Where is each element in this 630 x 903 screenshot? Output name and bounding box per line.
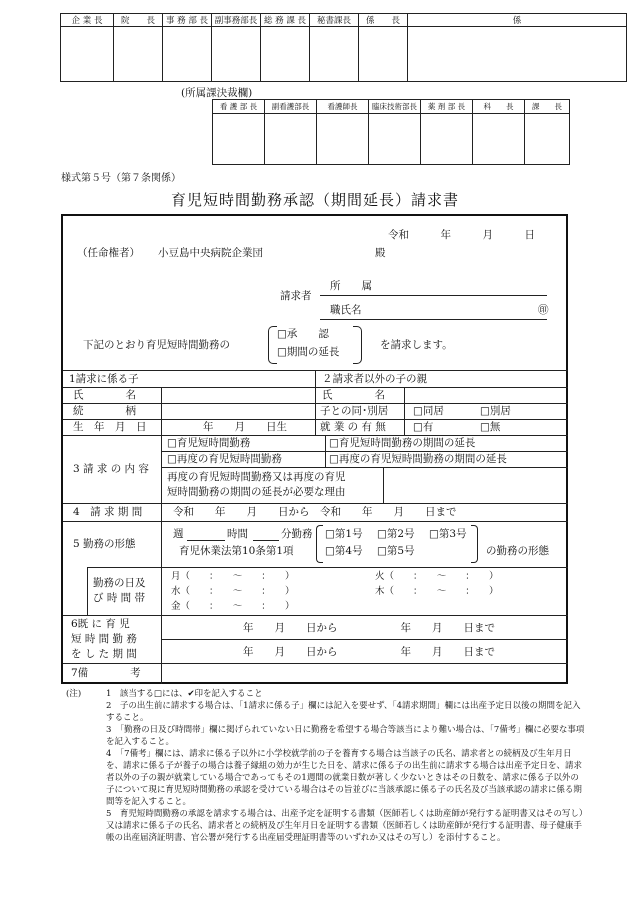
option-approval-checkbox[interactable]: □承 認 <box>277 328 329 340</box>
reason-label-line2: 短時間勤務の期間の延長が必要な理由 <box>167 486 346 498</box>
seal-box[interactable] <box>213 114 265 165</box>
request-opt1-checkbox[interactable]: □育児短時間勤務 <box>167 437 251 449</box>
clause-no1-checkbox[interactable]: □第1号 <box>325 528 363 540</box>
seal-box[interactable] <box>61 27 114 82</box>
hours-label: 時間 <box>227 528 248 540</box>
approval-header: 院 長 <box>114 14 163 27</box>
note-1: 1 該当する□には、✔印を記入すること <box>106 689 263 699</box>
sec4-label: 4 請 求 期 間 <box>73 506 143 518</box>
friday-hours[interactable]: 金（ ： 〜 ： ） <box>171 601 295 612</box>
approval-header: 副看護部長 <box>265 100 317 114</box>
request-opt2-checkbox[interactable]: □育児短時間勤務の期間の延長 <box>329 437 476 449</box>
seal-box[interactable] <box>163 27 212 82</box>
job-no-checkbox[interactable]: □無 <box>480 421 501 433</box>
days-label-line2: び 時 間 帯 <box>93 592 146 604</box>
living-same-checkbox[interactable]: □同居 <box>413 405 444 417</box>
appointer-name: 小豆島中央病院企業団 <box>158 247 263 259</box>
approval-header: 薬 剤 部 長 <box>421 100 473 114</box>
request-opt3-checkbox[interactable]: □再度の育児短時間勤務 <box>167 453 282 465</box>
approval-header: 科 長 <box>473 100 525 114</box>
job-label: 就 業 の 有 無 <box>320 421 386 433</box>
prior-period-row[interactable]: 年 月 日から 年 月 日まで <box>243 646 495 658</box>
parent-name-label: 氏 名 <box>322 389 385 401</box>
approval-header: 臨床技術部長 <box>369 100 421 114</box>
child-birth-label: 生 年 月 日 <box>73 421 147 433</box>
request-form <box>61 214 568 684</box>
sec1-title: 1請求に係る子 <box>69 373 139 385</box>
seal-box[interactable] <box>408 27 627 82</box>
clause-no4-checkbox[interactable]: □第4号 <box>325 545 363 557</box>
minutes-label: 分勤務 <box>281 528 313 540</box>
seal-box[interactable] <box>369 114 421 165</box>
approval-header: 総 務 課 長 <box>261 14 310 27</box>
job-yes-checkbox[interactable]: □有 <box>413 421 434 433</box>
seal-box[interactable] <box>212 27 261 82</box>
statement-prefix: 下記のとおり育児短時間勤務の <box>83 339 230 351</box>
appointer-label: （任命権者） <box>77 247 140 259</box>
approval-section-label: (所属課決裁欄) <box>181 87 253 99</box>
week-label: 週 <box>173 528 184 540</box>
request-period-field[interactable]: 令和 年 月 日から 令和 年 月 日まで <box>173 506 457 518</box>
sec2-title: ２請求者以外の子の親 <box>322 373 427 385</box>
wednesday-hours[interactable]: 水（ ： 〜 ： ） <box>171 586 295 597</box>
seal-box[interactable] <box>317 114 369 165</box>
requester-label: 請求者 <box>280 290 312 302</box>
living-label: 子との同･別居 <box>320 405 389 417</box>
note-4: 4 「7備考」欄には、請求に係る子以外に小学校就学前の子を養育する場合は当該子の氏名、請求者との続柄及び生年月日を、請求に係る子が養子の場合は養子縁組の効力が生じた日を、請求に係る子の出生前に請求する場合は出産予定日を、請求者以外の子の親が就業している場合であってもその1週間の就業日数が著しく少ないときはその日数を、請求に係る子以外の子について現に育児短時間勤務の承認を受けている場合はその旨並びに当該承認に係る子の氏名及び当該承認の請求に係る期間等を記入すること。 <box>106 749 583 807</box>
clause-no2-checkbox[interactable]: □第2号 <box>377 528 415 540</box>
law-label: 育児休業法第10条第1項 <box>179 545 294 557</box>
approval-header: 看 護 部 長 <box>213 100 265 114</box>
dept-label: 所 属 <box>330 280 372 292</box>
sec5-label: 5 勤務の形態 <box>73 538 136 550</box>
reason-label-line1: 再度の育児短時間勤務又は再度の育児 <box>167 471 346 483</box>
seal-box[interactable] <box>525 114 570 165</box>
prior-period-row[interactable]: 年 月 日から 年 月 日まで <box>243 622 495 634</box>
honorific: 殿 <box>375 247 386 259</box>
seal-box[interactable] <box>114 27 163 82</box>
seal-box[interactable] <box>261 27 310 82</box>
notes <box>66 688 586 844</box>
name-label: 職氏名 <box>330 304 362 316</box>
child-birth-value[interactable]: 年 月 日生 <box>203 421 287 433</box>
approval-header: 秘書課長 <box>310 14 359 27</box>
clause-no3-checkbox[interactable]: □第3号 <box>429 528 467 540</box>
page-title: 育児短時間勤務承認（期間延長）請求書 <box>170 191 459 209</box>
option-extension-checkbox[interactable]: □期間の延長 <box>277 346 340 358</box>
approval-header: 企 業 長 <box>61 14 114 27</box>
seal-box[interactable] <box>473 114 525 165</box>
approval-header: 副事務部長 <box>212 14 261 27</box>
work-style-suffix: の勤務の形態 <box>486 545 549 557</box>
date-field[interactable]: 令和 年 月 日 <box>388 229 535 241</box>
thursday-hours[interactable]: 木（ ： 〜 ： ） <box>375 586 499 597</box>
tuesday-hours[interactable]: 火（ ： 〜 ： ） <box>375 571 499 582</box>
form-number: 様式第５号（第７条関係） <box>61 173 181 184</box>
note-5: 5 育児短時間勤務の承認を請求する場合は、出産予定を証明する書類（医師若しくは助産師が発行する証明書又はその写し）又は請求に係る子の氏名、請求者との続柄及び生年月日を証明する書類（医師若しくは助産師が発行する証明書、母子健康手帳の出産届済証明書、官公署が発行する出産届受理証明書等のいずれか又はその写し）を添付すること。 <box>106 809 584 843</box>
approval-header: 係 長 <box>359 14 408 27</box>
living-separate-checkbox[interactable]: □別居 <box>480 405 511 417</box>
sec6-label-line1: 6既 に 育 児 <box>71 618 130 630</box>
seal-box[interactable] <box>359 27 408 82</box>
sec3-label: 3 請 求 の 内 容 <box>73 463 149 475</box>
sec6-label-line3: を し た 期 間 <box>71 648 137 660</box>
approval-table-bottom <box>212 99 570 165</box>
approval-header: 看護師長 <box>317 100 369 114</box>
statement-suffix: を請求します。 <box>380 339 453 351</box>
seal-box[interactable] <box>310 27 359 82</box>
approval-header: 事 務 部 長 <box>163 14 212 27</box>
seal-box[interactable] <box>421 114 473 165</box>
child-relation-label: 続 柄 <box>73 405 136 417</box>
approval-table-top <box>60 13 627 82</box>
sec7-label: 7備 考 <box>71 667 141 679</box>
request-opt4-checkbox[interactable]: □再度の育児短時間勤務の期間の延長 <box>329 453 507 465</box>
note-3: 3 「勤務の日及び時間帯」欄に掲げられていない日に勤務を希望する場合等該当により難い場合は、「7備考」欄に必要な事項を記入すること。 <box>106 725 585 747</box>
approval-header: 係 <box>408 14 627 27</box>
sec6-label-line2: 短 時 間 勤 務 <box>71 633 137 645</box>
seal-mark: ㊞ <box>538 304 549 316</box>
clause-no5-checkbox[interactable]: □第5号 <box>377 545 415 557</box>
monday-hours[interactable]: 月（ ： 〜 ： ） <box>171 571 295 582</box>
days-label-line1: 勤務の日及 <box>93 577 146 589</box>
child-name-label: 氏 名 <box>73 389 136 401</box>
note-2: 2 子の出生前に請求する場合は、「1請求に係る子」欄には記入を要せず、「4請求期間」欄には出産予定日以後の期間を記入すること。 <box>106 701 581 723</box>
notes-head: (注) <box>66 689 82 699</box>
approval-header: 課 長 <box>525 100 570 114</box>
seal-box[interactable] <box>265 114 317 165</box>
